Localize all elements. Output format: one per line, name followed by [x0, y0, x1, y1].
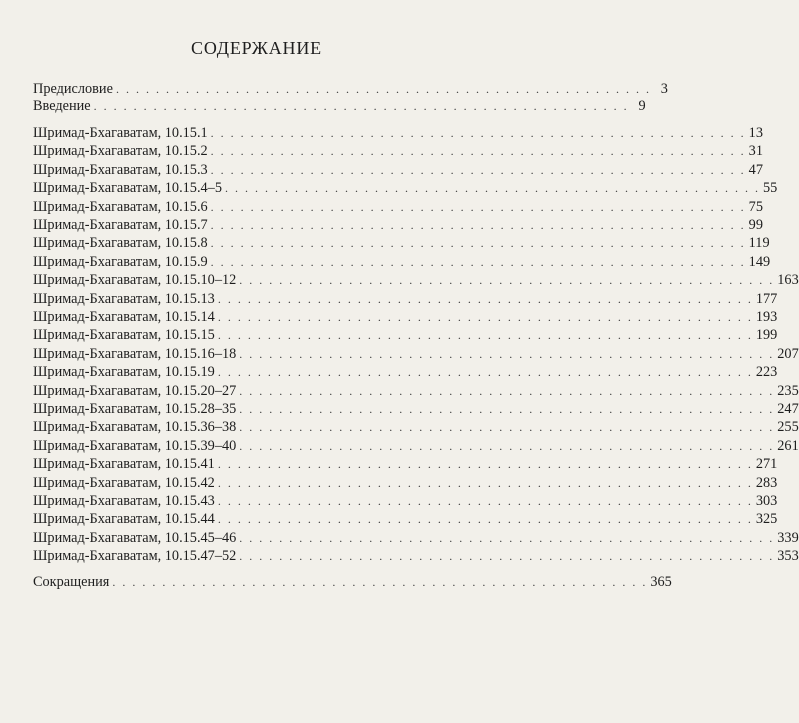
toc-entry-page: 3 — [660, 81, 668, 97]
toc-entry-label: Шримад-Бхагаватам, 10.15.10–12 — [33, 272, 237, 289]
dot-leader: . . . . . . . . . . . . . . . . . . . . . . . . . . . . . . . . . . . . . . . . . . . . . . . . . . . . . . — [210, 162, 746, 177]
dot-leader: . . . . . . . . . . . . . . . . . . . . . . . . . . . . . . . . . . . . . . . . . . . . . . . . . . . . . . — [217, 457, 753, 472]
toc-entry — [33, 326, 778, 344]
toc-entry-label: Введение — [33, 98, 91, 114]
toc-entry-page: 207 — [777, 345, 799, 362]
toc-entry — [33, 437, 799, 455]
toc-entry — [33, 400, 799, 418]
toc-entry — [33, 290, 778, 308]
toc-entry — [33, 124, 763, 142]
toc-entry-page: 177 — [755, 290, 778, 307]
toc-entry — [33, 216, 763, 234]
toc-entry — [33, 547, 799, 565]
toc-entry — [33, 161, 763, 179]
toc-entry-page: 247 — [777, 401, 799, 417]
toc-entry-page: 255 — [777, 419, 799, 436]
dot-leader: . . . . . . . . . . . . . . . . . . . . . . . . . . . . . . . . . . . . . . . . . . . . . . . . . . . . . . — [239, 346, 775, 361]
dot-leader: . . . . . . . . . . . . . . . . . . . . . . . . . . . . . . . . . . . . . . . . . . . . . . . . . . . . . . — [217, 494, 753, 508]
dot-leader: . . . . . . . . . . . . . . . . . . . . . . . . . . . . . . . . . . . . . . . . . . . . . . . . . . . . . . — [210, 199, 746, 214]
toc-entry — [33, 345, 799, 363]
toc-entry-label: Шримад-Бхагаватам, 10.15.43 — [33, 493, 215, 509]
toc-entry-label: Шримад-Бхагаватам, 10.15.1 — [33, 125, 208, 141]
toc-entry-label: Шримад-Бхагаватам, 10.15.39–40 — [33, 437, 237, 454]
toc-entry-label: Шримад-Бхагаватам, 10.15.16–18 — [33, 345, 237, 362]
dot-leader: . . . . . . . . . . . . . . . . . . . . . . . . . . . . . . . . . . . . . . . . . . . . . . . . . . . . . . — [210, 144, 746, 159]
toc-entry-page: 353 — [777, 548, 799, 565]
toc-entry-label: Предисловие — [33, 81, 113, 97]
toc-entry-page: 75 — [748, 198, 763, 215]
dot-leader: . . . . . . . . . . . . . . . . . . . . . . . . . . . . . . . . . . . . . . . . . . . . . . . . . . . . . . — [217, 328, 753, 343]
toc-entry — [33, 418, 799, 436]
toc-entry-label: Шримад-Бхагаватам, 10.15.7 — [33, 217, 208, 233]
toc-entry — [33, 308, 778, 326]
toc-entry-label: Шримад-Бхагаватам, 10.15.13 — [33, 290, 215, 307]
toc-entry-label: Шримад-Бхагаватам, 10.15.20–27 — [33, 382, 237, 399]
toc-entry-label: Шримад-Бхагаватам, 10.15.28–35 — [33, 401, 237, 417]
toc-entry — [33, 529, 799, 547]
toc-entry-page: 99 — [748, 217, 763, 233]
toc-entry-page: 261 — [777, 437, 799, 454]
toc-entry-page: 13 — [748, 125, 763, 141]
toc-entry-page: 223 — [755, 364, 778, 381]
dot-leader: . . . . . . . . . . . . . . . . . . . . . . . . . . . . . . . . . . . . . . . . . . . . . . . . . . . . . . — [239, 273, 775, 288]
dot-leader: . . . . . . . . . . . . . . . . . . . . . . . . . . . . . . . . . . . . . . . . . . . . . . . . . . . . . . — [115, 82, 651, 96]
dot-leader: . . . . . . . . . . . . . . . . . . . . . . . . . . . . . . . . . . . . . . . . . . . . . . . . . . . . . . — [217, 475, 753, 490]
toc-entry-label: Шримад-Бхагаватам, 10.15.2 — [33, 143, 208, 160]
toc-entry — [33, 573, 672, 591]
toc-entry — [33, 363, 778, 381]
toc-entry-label: Шримад-Бхагаватам, 10.15.45–46 — [33, 529, 237, 546]
toc-entry-label: Сокращения — [33, 574, 110, 590]
toc-entry-page: 303 — [755, 493, 778, 509]
toc-entry-label: Шримад-Бхагаватам, 10.15.41 — [33, 456, 215, 473]
toc-entry-page: 119 — [748, 235, 770, 252]
toc-entry-label: Шримад-Бхагаватам, 10.15.36–38 — [33, 419, 237, 436]
dot-leader: . . . . . . . . . . . . . . . . . . . . . . . . . . . . . . . . . . . . . . . . . . . . . . . . . . . . . . — [239, 549, 775, 564]
dot-leader: . . . . . . . . . . . . . . . . . . . . . . . . . . . . . . . . . . . . . . . . . . . . . . . . . . . . . . — [112, 575, 648, 589]
dot-leader: . . . . . . . . . . . . . . . . . . . . . . . . . . . . . . . . . . . . . . . . . . . . . . . . . . . . . . — [217, 512, 753, 527]
dot-leader: . . . . . . . . . . . . . . . . . . . . . . . . . . . . . . . . . . . . . . . . . . . . . . . . . . . . . . — [217, 310, 753, 324]
toc-entry-page: 163 — [777, 272, 799, 289]
toc-entry-label: Шримад-Бхагаватам, 10.15.42 — [33, 474, 215, 491]
toc-entry-page: 283 — [755, 474, 778, 491]
dot-leader: . . . . . . . . . . . . . . . . . . . . . . . . . . . . . . . . . . . . . . . . . . . . . . . . . . . . . . — [239, 383, 775, 398]
toc-entry — [33, 234, 770, 252]
toc-entry — [33, 382, 799, 400]
toc-entry-page: 199 — [755, 327, 778, 344]
toc-entry-page: 271 — [755, 456, 778, 473]
toc-entry-page: 365 — [650, 574, 672, 590]
dot-leader: . . . . . . . . . . . . . . . . . . . . . . . . . . . . . . . . . . . . . . . . . . . . . . . . . . . . . . — [210, 126, 746, 140]
dot-leader: . . . . . . . . . . . . . . . . . . . . . . . . . . . . . . . . . . . . . . . . . . . . . . . . . . . . . . — [224, 181, 760, 196]
toc-entry — [33, 142, 763, 160]
toc-entry — [33, 492, 778, 510]
toc-entry — [33, 97, 646, 115]
toc-entry — [33, 271, 799, 289]
toc-entry-label: Шримад-Бхагаватам, 10.15.4–5 — [33, 180, 222, 197]
toc-entry-label: Шримад-Бхагаватам, 10.15.14 — [33, 309, 215, 325]
toc-entry-page: 149 — [748, 253, 771, 270]
dot-leader: . . . . . . . . . . . . . . . . . . . . . . . . . . . . . . . . . . . . . . . . . . . . . . . . . . . . . . — [239, 438, 775, 453]
toc-entry-page: 47 — [748, 161, 763, 178]
toc-entry-page: 9 — [638, 98, 646, 114]
dot-leader: . . . . . . . . . . . . . . . . . . . . . . . . . . . . . . . . . . . . . . . . . . . . . . . . . . . . . . — [210, 236, 746, 251]
toc-entry-page: 193 — [755, 309, 778, 325]
toc-entry-page: 235 — [777, 382, 799, 399]
toc-entry-label: Шримад-Бхагаватам, 10.15.15 — [33, 327, 215, 344]
toc-entry-page: 325 — [755, 511, 778, 528]
toc-entry — [33, 474, 778, 492]
toc-entry — [33, 80, 668, 98]
toc-entry-label: Шримад-Бхагаватам, 10.15.8 — [33, 235, 208, 252]
toc-entry — [33, 198, 763, 216]
toc-entry-label: Шримад-Бхагаватам, 10.15.44 — [33, 511, 215, 528]
toc-entry-label: Шримад-Бхагаватам, 10.15.3 — [33, 161, 208, 178]
page-title: СОДЕРЖАНИЕ — [191, 38, 322, 58]
dot-leader: . . . . . . . . . . . . . . . . . . . . . . . . . . . . . . . . . . . . . . . . . . . . . . . . . . . . . . — [210, 254, 746, 269]
dot-leader: . . . . . . . . . . . . . . . . . . . . . . . . . . . . . . . . . . . . . . . . . . . . . . . . . . . . . . — [239, 530, 775, 545]
toc-entry-label: Шримад-Бхагаватам, 10.15.47–52 — [33, 548, 237, 565]
dot-leader: . . . . . . . . . . . . . . . . . . . . . . . . . . . . . . . . . . . . . . . . . . . . . . . . . . . . . . — [217, 291, 753, 306]
dot-leader: . . . . . . . . . . . . . . . . . . . . . . . . . . . . . . . . . . . . . . . . . . . . . . . . . . . . . . — [239, 402, 775, 416]
toc-entry-label: Шримад-Бхагаватам, 10.15.6 — [33, 198, 208, 215]
toc-entry-label: Шримад-Бхагаватам, 10.15.9 — [33, 253, 208, 270]
toc-entry-label: Шримад-Бхагаватам, 10.15.19 — [33, 364, 215, 381]
toc-entry-page: 339 — [777, 529, 799, 546]
toc-entry — [33, 253, 771, 271]
dot-leader: . . . . . . . . . . . . . . . . . . . . . . . . . . . . . . . . . . . . . . . . . . . . . . . . . . . . . . — [210, 218, 746, 232]
toc-entry-page: 31 — [748, 143, 763, 160]
toc-entry — [33, 510, 778, 528]
toc-entry-page: 55 — [762, 180, 778, 197]
toc-entry — [33, 455, 778, 473]
toc-entry — [33, 179, 778, 197]
dot-leader: . . . . . . . . . . . . . . . . . . . . . . . . . . . . . . . . . . . . . . . . . . . . . . . . . . . . . . — [217, 365, 753, 380]
dot-leader: . . . . . . . . . . . . . . . . . . . . . . . . . . . . . . . . . . . . . . . . . . . . . . . . . . . . . . — [93, 99, 629, 113]
dot-leader: . . . . . . . . . . . . . . . . . . . . . . . . . . . . . . . . . . . . . . . . . . . . . . . . . . . . . . — [239, 420, 775, 435]
